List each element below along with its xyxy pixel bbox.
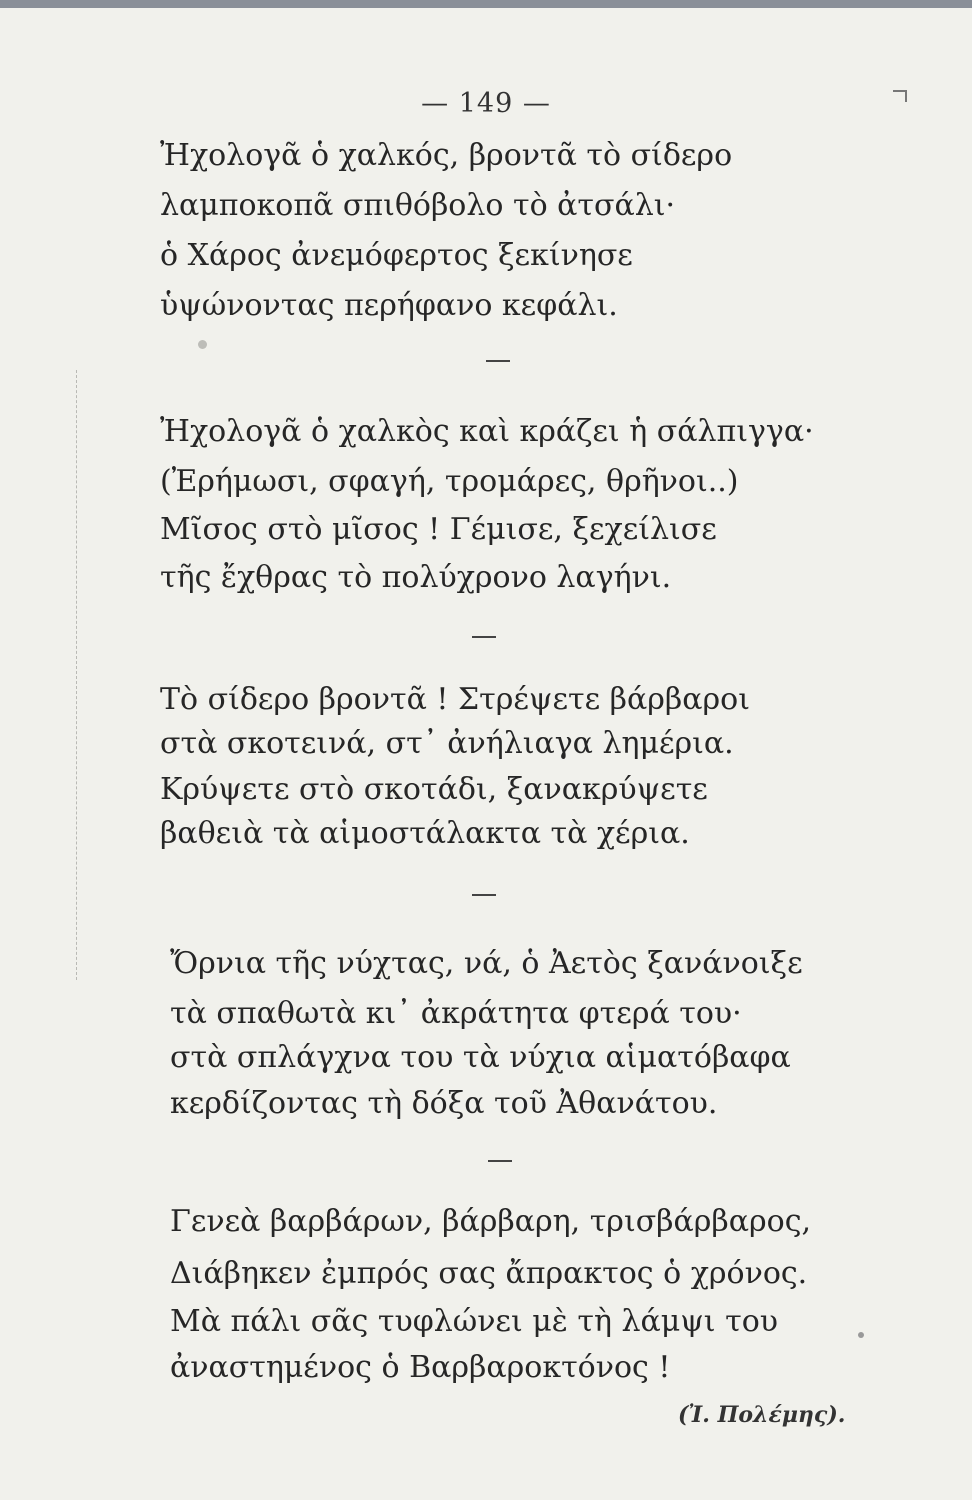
poem-line: Ἠχολογᾶ ὁ χαλκὸς καὶ κράζει ἡ σάλπιγγα·: [160, 414, 814, 449]
author-signature: (Ἰ. Πολέμης).: [678, 1402, 846, 1428]
poem-line: ὁ Χάρος ἀνεμόφερτος ξεκίνησε: [160, 238, 633, 273]
ink-speck: [858, 1332, 864, 1338]
page-number: — 149 —: [421, 88, 551, 119]
poem-line: Μῖσος στὸ μῖσος ! Γέμισε, ξεχείλισε: [160, 512, 717, 547]
poem-line: στὰ σκοτεινά, στ᾽ ἀνήλιαγα λημέρια.: [160, 726, 734, 761]
poem-line: στὰ σπλάγχνα του τὰ νύχια αἱματόβαφα: [170, 1040, 791, 1075]
poem-line: βαθειὰ τὰ αἱμοστάλακτα τὰ χέρια.: [160, 816, 690, 851]
poem-line: Μὰ πάλι σᾶς τυφλώνει μὲ τὴ λάμψι του: [170, 1304, 778, 1339]
poem-line: Ἠχολογᾶ ὁ χαλκός, βροντᾶ τὸ σίδερο: [160, 138, 733, 173]
ink-speck: [198, 340, 207, 349]
poem-line: τῆς ἔχθρας τὸ πολύχρονο λαγήνι.: [160, 560, 672, 595]
poem-line: Κρύψετε στὸ σκοτάδι, ξανακρύψετε: [160, 772, 708, 807]
poem-line: ὑψώνοντας περήφανο κεφάλι.: [160, 288, 618, 323]
poem-line: ἀναστημένος ὁ Βαρβαροκτόνος !: [170, 1350, 671, 1385]
poem-line: Διάβηκεν ἐμπρός σας ἄπρακτος ὁ χρόνος.: [170, 1256, 808, 1291]
stanza-divider: [472, 894, 496, 896]
scan-edge: [0, 0, 972, 8]
poem-line: Τὸ σίδερο βροντᾶ ! Στρέψετε βάρβαροι: [160, 682, 750, 717]
poem-line: Γενεὰ βαρβάρων, βάρβαρη, τρισβάρβαρος,: [170, 1204, 812, 1239]
poem-line: τὰ σπαθωτὰ κι᾽ ἀκράτητα φτερά του·: [170, 996, 742, 1031]
stanza-divider: [472, 636, 496, 638]
stanza-divider: [488, 1160, 512, 1162]
stanza-divider: [486, 360, 510, 362]
poem-line: (Ἐρήμωσι, σφαγή, τρομάρες, θρῆνοι..): [160, 464, 739, 499]
poem-line: Ὄρνια τῆς νύχτας, νά, ὁ Ἀετὸς ξανάνοιξε: [170, 946, 803, 981]
poem-line: λαμποκοπᾶ σπιθόβολο τὸ ἀτσάλι·: [160, 188, 676, 223]
margin-fold-line: [76, 370, 78, 980]
poem-line: κερδίζοντας τὴ δόξα τοῦ Ἀθανάτου.: [170, 1086, 718, 1121]
